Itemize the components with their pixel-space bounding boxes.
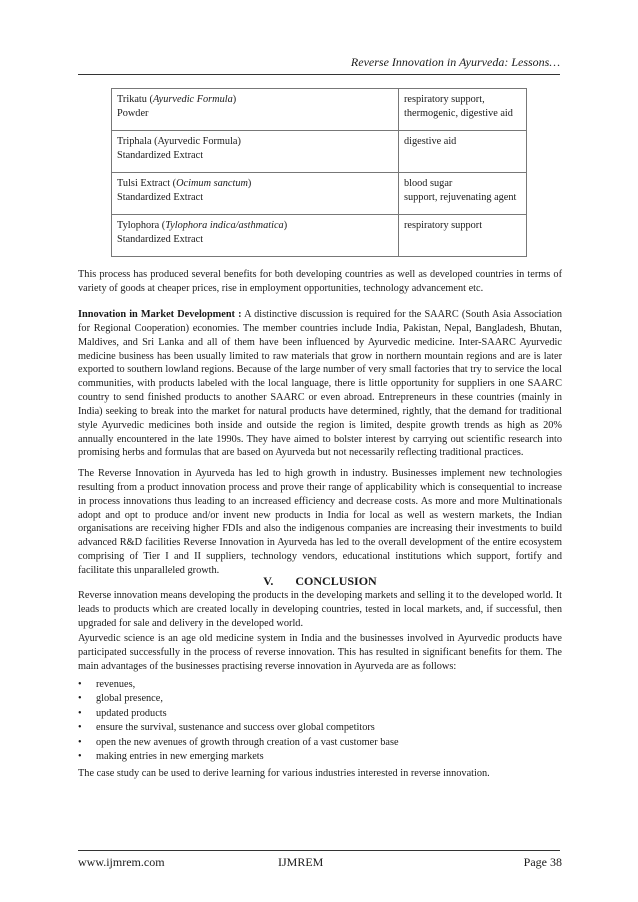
paragraph-text: The case study can be used to derive learning for various industries interested in reverse innovation. [78,768,490,779]
product-use: blood sugar [404,178,453,189]
paragraph-text: This process has produced several benefits for both developing countries as well as developed countries in terms of variety of goods at cheaper prices, rise in employment opportunities, technology advancement etc. [78,269,562,294]
product-name-suffix: ) [247,178,252,189]
product-use-cont: support, rejuvenating agent [404,192,517,203]
product-name-italic: Ayurvedic Formula [152,94,233,105]
paragraph-benefits [78,268,562,296]
section-number: V. [263,574,274,588]
table-row [112,173,527,215]
table-row [112,89,527,131]
running-header: Reverse Innovation in Ayurveda: Lessons… [350,55,560,69]
table-cell-use [399,215,527,257]
footer-page-number: Page 38 [523,855,562,869]
table-cell-product [112,131,399,173]
footer-journal: IJMREM [278,855,324,869]
paragraph-text: Reverse innovation means developing the products in the developing markets and selling it to the developed world. It leads to products which are created locally in developing countries, tested in local markets, and, if successful, then upgraded for sale and delivery in the developed world. [78,590,562,629]
product-name-italic: Ocimum sanctum [176,178,248,189]
advantages-list [78,678,399,764]
section-heading [78,574,562,589]
table-row [112,215,527,257]
paragraph-text: Ayurvedic science is an age old medicine system in India and the businesses involved in Ayurvedic products have participated successfully in the process of reverse innovation. This has resulted in significant benefits for them. The main advantages of the businesses practising reverse innovation in Ayurveda are as follows: [78,633,562,672]
list-item [78,750,399,764]
list-item-text: ensure the survival, sustenance and success over global competitors [96,722,375,734]
bullet-icon: • [78,722,82,734]
bullet-icon: • [78,707,82,719]
product-form: Standardized Extract [117,192,204,203]
product-name-suffix: ) [232,94,237,105]
footer-website: www.ijmrem.com [78,855,165,869]
product-use: respiratory support [404,220,483,231]
product-use-cont: thermogenic, digestive aid [404,108,513,119]
product-name-italic: Tylophora indica/asthmatica [165,220,284,231]
table-cell-product [112,215,399,257]
list-item [78,721,399,735]
header-rule [78,74,560,75]
paragraph-conclusion-2 [78,632,562,674]
product-name: Trikatu ( [117,94,153,105]
list-item-text: making entries in new emerging markets [96,751,264,763]
product-form: Standardized Extract [117,150,204,161]
paragraph-body: A distinctive discussion is required for the SAARC (South Asia Association for Regional Cooperation) economies. The member countries include India, Pakistan, Nepal, Bangladesh, Bhutan, Maldives, and Sri Lanka and all of them have been influenced by Ayurvedic medicine. Inter-SAARC Ayurvedic medicine business has been usually limited to raw materials that grow in northern mountain regions and are is later exported to southern lowland regions. Because of the large number of very small factories that try to service the local communities, with products labeled with the local language, there is little opportunity for suppliers in one SAARC country to send finished products to another SAARC or even abroad. Entrepreneurs in these countries (mainly in India) seeking to break into the market for natural products have determined, rightly, that the demand for traditional style Ayurvedic medicines both inside and outside the region is limited, despite growth trends as high as 20% annually encountered in the late 1990s. They have aimed to bolster interest by carrying out scientific research into promising herbs and formulas that are based on Ayurveda but not necessarily reflecting traditional practices. [78,309,562,459]
paragraph-text [78,308,562,460]
table-cell-use [399,131,527,173]
table-cell-use [399,89,527,131]
footer-rule [78,850,560,851]
table-cell-product [112,173,399,215]
product-use: respiratory support, [404,94,485,105]
paragraph-reverse-innovation [78,467,562,578]
table-cell-use [399,173,527,215]
paragraph-lead: Innovation in Market Development : [78,309,242,320]
product-name-suffix: ) [283,220,288,231]
product-table [111,88,527,257]
product-name: Triphala (Ayurvedic Formula) [117,136,241,147]
bullet-icon: • [78,751,82,763]
product-use: digestive aid [404,136,457,147]
product-name: Tylophora ( [117,220,166,231]
list-item-text: revenues, [96,679,136,690]
paragraph-innovation-market [78,308,562,460]
list-item-text: updated products [96,707,167,719]
page-footer [78,855,562,871]
list-item-text: global presence, [96,693,163,705]
list-item [78,678,399,692]
bullet-icon: • [78,693,82,705]
list-item [78,736,399,750]
product-form: Standardized Extract [117,234,204,245]
product-form: Powder [117,108,149,119]
table-row [112,131,527,173]
list-item [78,707,399,721]
bullet-icon: • [78,736,82,748]
list-item-text: open the new avenues of growth through creation of a vast customer base [96,736,399,748]
list-item [78,692,399,706]
table-cell-product [112,89,399,131]
product-name: Tulsi Extract ( [117,178,177,189]
paragraph-final [78,767,562,781]
bullet-icon: • [78,679,82,690]
paragraph-conclusion-1 [78,589,562,631]
paragraph-text: The Reverse Innovation in Ayurveda has led to high growth in industry. Businesses implement new technologies resulting from a product innovation process and prove their range of applicability which is consequential to increase in process innovations thus leading to an increased efficiency and decrease costs. As more and more Multinationals adopt and opt to produce and/or invent new products in India for local as well as western markets, the Indian organisations are receiving higher FDIs and also the indigenous companies are increasing their investments to build advanced R&D facilities Reverse Innovation in Ayurveda has led to the overall development of the entire ecosystem comprising of Tier I and II suppliers, technology vendors, educational institutions which support, fortify and facilitate this unparalleled growth. [78,468,562,576]
section-title: CONCLUSION [295,574,377,588]
